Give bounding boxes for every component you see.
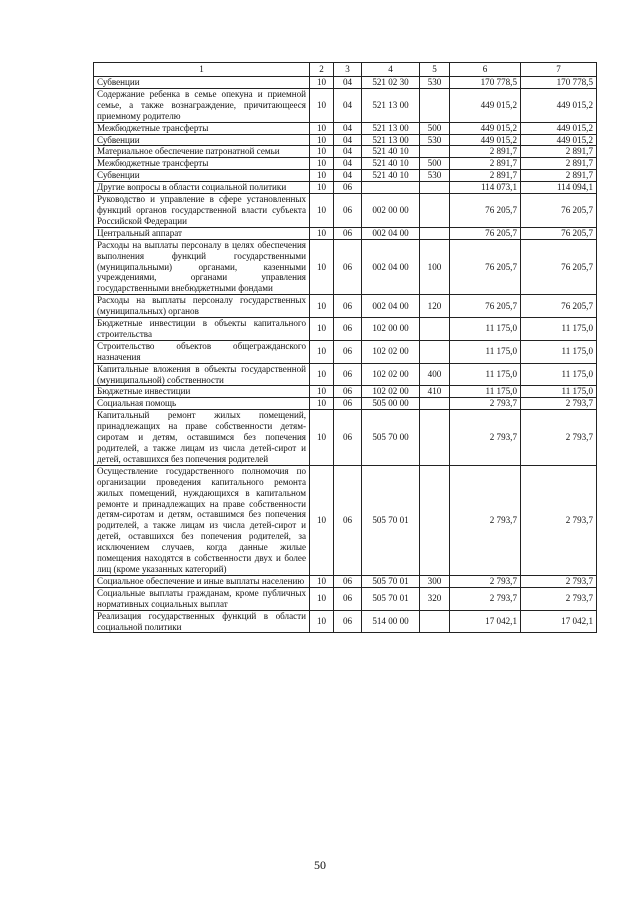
target-article-code: 505 70 01 [362,587,420,610]
amount-year-1: 11 175,0 [450,318,521,341]
section-code: 10 [310,610,334,633]
target-article-code: 521 02 30 [362,77,420,89]
section-code: 10 [310,410,334,466]
target-article-code: 505 70 00 [362,410,420,466]
subsection-code: 06 [334,610,362,633]
target-article-code: 521 40 10 [362,158,420,170]
target-article-code: 002 04 00 [362,239,420,295]
section-code: 10 [310,363,334,386]
amount-year-2: 2 891,7 [521,158,597,170]
target-article-code: 521 13 00 [362,122,420,134]
expense-type-code [420,398,450,410]
section-code: 10 [310,575,334,587]
table-row [94,363,597,386]
subsection-code: 06 [334,410,362,466]
table-row [94,194,597,228]
target-article-code: 514 00 00 [362,610,420,633]
amount-year-2: 449 015,2 [521,88,597,122]
row-name: Социальные выплаты гражданам, кроме публичных нормативных социальных выплат [94,587,310,610]
amount-year-2: 2 891,7 [521,146,597,158]
amount-year-2: 2 793,7 [521,587,597,610]
row-name: Капитальный ремонт жилых помещений, принадлежащих на праве собственности детям-сиротам и детям, оставшимся без попечения родителей, а также лицам из числа детей-сирот и детей, оставшихся без попечения родителей [94,410,310,466]
expense-type-code [420,227,450,239]
expense-type-code [420,340,450,363]
amount-year-1: 76 205,7 [450,295,521,318]
subsection-code: 04 [334,158,362,170]
subsection-code: 06 [334,386,362,398]
table-row [94,122,597,134]
section-code: 10 [310,77,334,89]
header-cell: 5 [420,63,450,77]
amount-year-1: 76 205,7 [450,227,521,239]
amount-year-1: 76 205,7 [450,194,521,228]
subsection-code: 06 [334,398,362,410]
budget-table [93,62,597,633]
subsection-code: 04 [334,146,362,158]
table-row [94,610,597,633]
expense-type-code [420,410,450,466]
section-code: 10 [310,239,334,295]
amount-year-1: 2 891,7 [450,146,521,158]
table-row [94,575,597,587]
section-code: 10 [310,465,334,575]
table-row [94,134,597,146]
table-row [94,77,597,89]
expense-type-code: 410 [420,386,450,398]
row-name: Расходы на выплаты персоналу государственных (муниципальных) органов [94,295,310,318]
section-code: 10 [310,170,334,182]
subsection-code: 04 [334,77,362,89]
expense-type-code: 500 [420,122,450,134]
target-article-code: 102 02 00 [362,340,420,363]
table-row [94,318,597,341]
subsection-code: 06 [334,587,362,610]
table-row [94,386,597,398]
section-code: 10 [310,386,334,398]
table-row [94,158,597,170]
expense-type-code: 300 [420,575,450,587]
expense-type-code: 530 [420,134,450,146]
table-body [94,63,597,633]
subsection-code: 06 [334,363,362,386]
row-name: Субвенции [94,77,310,89]
amount-year-2: 76 205,7 [521,194,597,228]
row-name: Другие вопросы в области социальной политики [94,182,310,194]
header-cell: 1 [94,63,310,77]
amount-year-2: 170 778,5 [521,77,597,89]
row-name: Центральный аппарат [94,227,310,239]
table-row [94,170,597,182]
amount-year-2: 11 175,0 [521,318,597,341]
section-code: 10 [310,88,334,122]
subsection-code: 06 [334,182,362,194]
expense-type-code [420,88,450,122]
amount-year-1: 2 793,7 [450,587,521,610]
subsection-code: 04 [334,170,362,182]
amount-year-2: 2 793,7 [521,465,597,575]
subsection-code: 06 [334,465,362,575]
expense-type-code: 400 [420,363,450,386]
expense-type-code: 530 [420,77,450,89]
subsection-code: 06 [334,194,362,228]
row-name: Бюджетные инвестиции [94,386,310,398]
subsection-code: 04 [334,122,362,134]
table-row [94,465,597,575]
amount-year-1: 170 778,5 [450,77,521,89]
table-row [94,239,597,295]
amount-year-1: 2 793,7 [450,410,521,466]
amount-year-1: 2 793,7 [450,398,521,410]
target-article-code: 521 13 00 [362,88,420,122]
row-name: Межбюджетные трансферты [94,158,310,170]
header-cell: 4 [362,63,420,77]
table-row [94,398,597,410]
page-number: 50 [314,858,326,872]
target-article-code: 505 70 01 [362,575,420,587]
amount-year-1: 449 015,2 [450,134,521,146]
subsection-code: 06 [334,575,362,587]
row-name: Межбюджетные трансферты [94,122,310,134]
section-code: 10 [310,146,334,158]
row-name: Капитальные вложения в объекты государственной (муниципальной) собственности [94,363,310,386]
amount-year-2: 11 175,0 [521,340,597,363]
table-row [94,340,597,363]
amount-year-2: 114 094,1 [521,182,597,194]
row-name: Бюджетные инвестиции в объекты капитального строительства [94,318,310,341]
header-cell: 2 [310,63,334,77]
section-code: 10 [310,398,334,410]
section-code: 10 [310,318,334,341]
row-name: Осуществление государственного полномочия по организации проведения капитального ремонта жилых помещений, нуждающихся в капитальном ремонте и принадлежащих на праве собственности детям-сиротам и детям, оставшимся без попечения родителей, а также лицам из числа детей-сирот и детей, оставшихся без попечения родителей, за исключением случаев, когда данные жилые помещения находятся в собственности двух и более лиц (кроме указанных категорий) [94,465,310,575]
expense-type-code [420,610,450,633]
row-name: Строительство объектов общегражданского назначения [94,340,310,363]
section-code: 10 [310,295,334,318]
amount-year-1: 449 015,2 [450,122,521,134]
amount-year-1: 76 205,7 [450,239,521,295]
expense-type-code: 500 [420,158,450,170]
amount-year-1: 17 042,1 [450,610,521,633]
expense-type-code [420,182,450,194]
subsection-code: 06 [334,239,362,295]
row-name: Материальное обеспечение патронатной семьи [94,146,310,158]
row-name: Руководство и управление в сфере установленных функций органов государственной власти субъекта Российской Федерации [94,194,310,228]
expense-type-code: 100 [420,239,450,295]
amount-year-2: 11 175,0 [521,363,597,386]
section-code: 10 [310,182,334,194]
row-name: Социальное обеспечение и иные выплаты населению [94,575,310,587]
section-code: 10 [310,227,334,239]
table-row [94,227,597,239]
header-cell: 7 [521,63,597,77]
amount-year-1: 11 175,0 [450,340,521,363]
expense-type-code [420,194,450,228]
target-article-code: 002 00 00 [362,194,420,228]
section-code: 10 [310,122,334,134]
header-cell: 6 [450,63,521,77]
subsection-code: 06 [334,340,362,363]
row-name: Социальная помощь [94,398,310,410]
amount-year-2: 2 793,7 [521,398,597,410]
expense-type-code [420,465,450,575]
amount-year-1: 2 891,7 [450,158,521,170]
amount-year-1: 2 793,7 [450,465,521,575]
table-row [94,146,597,158]
amount-year-2: 2 891,7 [521,170,597,182]
target-article-code: 002 04 00 [362,295,420,318]
row-name: Содержание ребенка в семье опекуна и приемной семье, а также вознаграждение, причитающееся приемному родителю [94,88,310,122]
row-name: Реализация государственных функций в области социальной политики [94,610,310,633]
table-row [94,295,597,318]
expense-type-code [420,146,450,158]
amount-year-2: 2 793,7 [521,410,597,466]
table-row [94,410,597,466]
section-code: 10 [310,158,334,170]
amount-year-2: 76 205,7 [521,239,597,295]
subsection-code: 04 [334,134,362,146]
amount-year-1: 2 793,7 [450,575,521,587]
amount-year-2: 449 015,2 [521,122,597,134]
amount-year-1: 11 175,0 [450,363,521,386]
target-article-code [362,182,420,194]
table-row [94,587,597,610]
amount-year-2: 17 042,1 [521,610,597,633]
row-name: Субвенции [94,170,310,182]
section-code: 10 [310,340,334,363]
target-article-code: 505 00 00 [362,398,420,410]
subsection-code: 04 [334,88,362,122]
amount-year-2: 11 175,0 [521,386,597,398]
amount-year-2: 76 205,7 [521,227,597,239]
expense-type-code [420,318,450,341]
target-article-code: 521 40 10 [362,146,420,158]
section-code: 10 [310,134,334,146]
table-row [94,182,597,194]
amount-year-1: 2 891,7 [450,170,521,182]
row-name: Субвенции [94,134,310,146]
header-cell: 3 [334,63,362,77]
header-row [94,63,597,77]
target-article-code: 521 40 10 [362,170,420,182]
amount-year-2: 2 793,7 [521,575,597,587]
subsection-code: 06 [334,318,362,341]
target-article-code: 102 02 00 [362,386,420,398]
section-code: 10 [310,194,334,228]
section-code: 10 [310,587,334,610]
subsection-code: 06 [334,295,362,318]
expense-type-code: 530 [420,170,450,182]
expense-type-code: 120 [420,295,450,318]
target-article-code: 102 02 00 [362,363,420,386]
target-article-code: 102 00 00 [362,318,420,341]
amount-year-2: 76 205,7 [521,295,597,318]
target-article-code: 505 70 01 [362,465,420,575]
target-article-code: 521 13 00 [362,134,420,146]
target-article-code: 002 04 00 [362,227,420,239]
subsection-code: 06 [334,227,362,239]
amount-year-1: 11 175,0 [450,386,521,398]
amount-year-2: 449 015,2 [521,134,597,146]
amount-year-1: 114 073,1 [450,182,521,194]
table-row [94,88,597,122]
amount-year-1: 449 015,2 [450,88,521,122]
row-name: Расходы на выплаты персоналу в целях обеспечения выполнения функций государственными (муниципальными) органами, казенными учреждениями, органами управления государственными внебюджетными фондами [94,239,310,295]
expense-type-code: 320 [420,587,450,610]
